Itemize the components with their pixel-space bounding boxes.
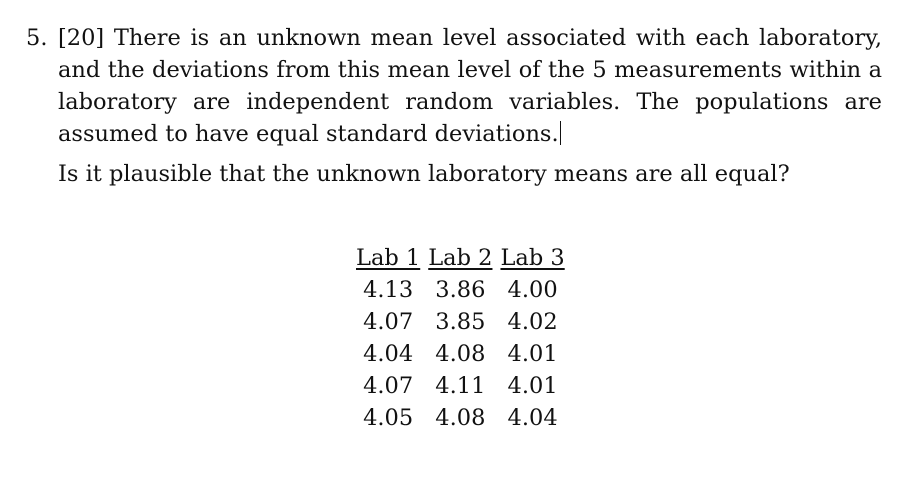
problem-paragraph (58, 22, 882, 150)
column-header-lab-2: Lab 2 (428, 245, 493, 271)
table-cell: 4.01 (507, 373, 558, 399)
table-cell: 4.08 (435, 341, 486, 367)
table-cell: 4.13 (363, 277, 414, 303)
column-header-lab-3: Lab 3 (500, 245, 565, 271)
text-cursor (560, 121, 561, 145)
table-cell: 4.00 (507, 277, 558, 303)
problem-question: Is it plausible that the unknown laboratory means are all equal? (58, 161, 790, 187)
table-header-row (352, 242, 569, 274)
table-row (352, 306, 569, 338)
table-cell: 3.86 (435, 277, 486, 303)
problem-points: [20] (58, 25, 105, 51)
table-cell: 4.05 (363, 405, 414, 431)
problem-statement (26, 22, 882, 150)
table-cell: 4.04 (363, 341, 414, 367)
table-cell: 4.04 (507, 405, 558, 431)
table-cell: 3.85 (435, 309, 486, 335)
table-cell: 4.02 (507, 309, 558, 335)
table-cell: 4.01 (507, 341, 558, 367)
table-row (352, 274, 569, 306)
table-row (352, 338, 569, 370)
table-cell: 4.07 (363, 309, 414, 335)
lab-measurements-table (352, 242, 569, 434)
table-row (352, 402, 569, 434)
problem-text: There is an unknown mean level associated with each laboratory, and the deviations from this mean level of the 5 measurements within a laboratory are independent random variables. The populations are assumed to have equal standard deviations. (58, 25, 882, 147)
table-cell: 4.08 (435, 405, 486, 431)
problem-number: 5. (26, 25, 48, 51)
table-row (352, 370, 569, 402)
column-header-lab-1: Lab 1 (356, 245, 421, 271)
table-cell: 4.07 (363, 373, 414, 399)
table-cell: 4.11 (435, 373, 486, 399)
